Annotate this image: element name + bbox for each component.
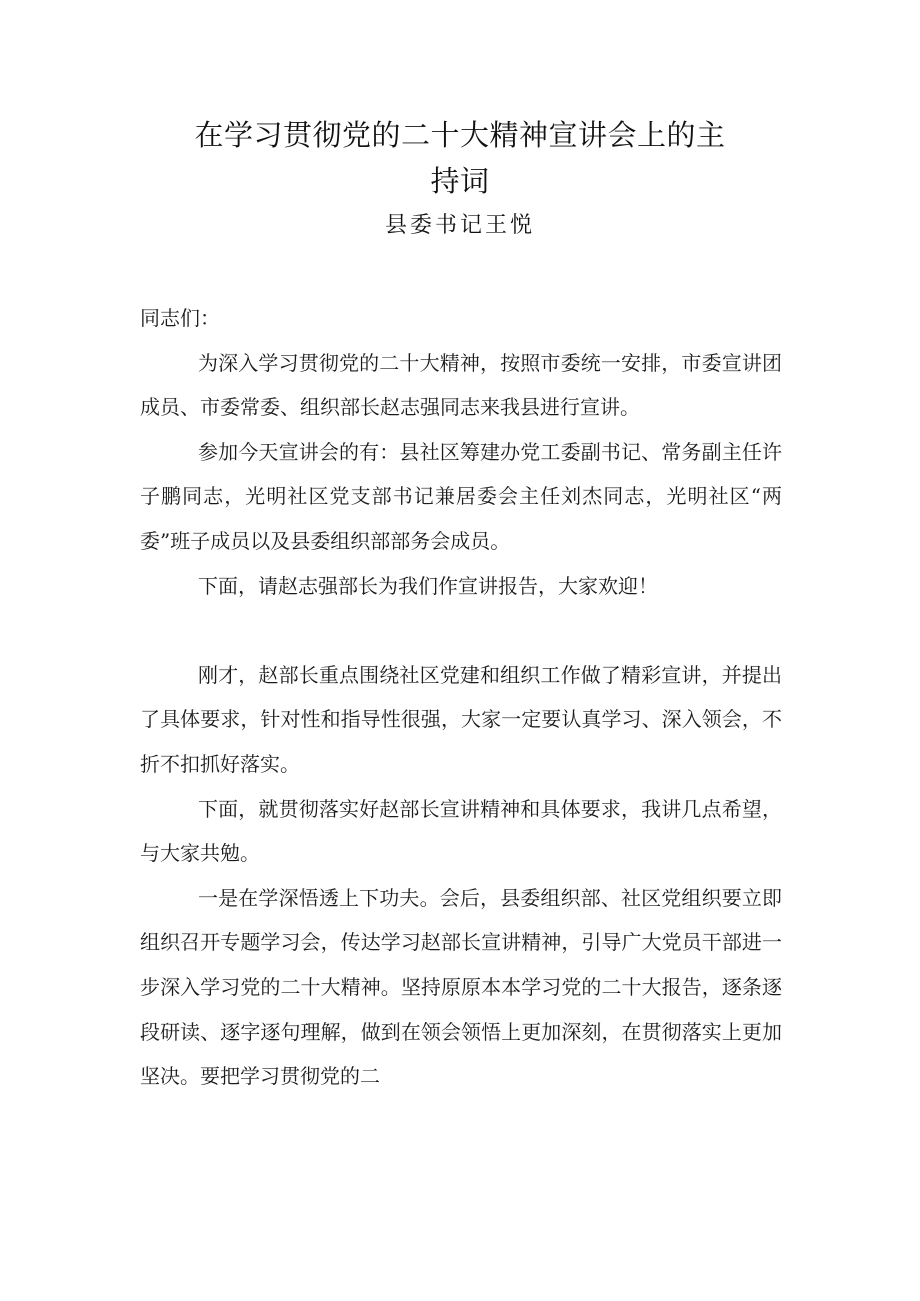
paragraph-6: 一是在学深悟透上下功夫。会后，县委组织部、社区党组织要立即组织召开专题学习会，传达学习赵部长宣讲精神，引导广大党员干部进一步深入学习党的二十大精神。坚持原原本本学习党的二十大报告，逐条逐段研读、逐字逐句理解，做到在领会领悟上更加深刻，在贯彻落实上更加坚决。要把学习贯彻党的二 — [140, 885, 782, 1089]
document-body — [140, 296, 782, 1099]
title-line-2: 持词 — [430, 164, 490, 198]
paragraph-4: 刚才，赵部长重点围绕社区党建和组织工作做了精彩宣讲，并提出了具体要求，针对性和指导性很强，大家一定要认真学习、深入领会，不折不扣抓好落实。 — [140, 662, 782, 776]
section-gap — [140, 608, 782, 653]
salutation: 同志们： — [140, 306, 220, 330]
title-line-1: 在学习贯彻党的二十大精神宣讲会上的主 — [194, 118, 726, 152]
paragraph-5: 下面，就贯彻落实好赵部长宣讲精神和具体要求，我讲几点希望，与大家共勉。 — [140, 796, 782, 866]
paragraph-2: 参加今天宣讲会的有：县社区筹建办党工委副书记、常务副主任许子鹏同志，光明社区党支部书记兼居委会主任刘杰同志，光明社区“两委”班子成员以及县委组织部部务会成员。 — [140, 439, 782, 553]
paragraph-3: 下面，请赵志强部长为我们作宣讲报告，大家欢迎！ — [198, 573, 658, 598]
paragraph-1: 为深入学习贯彻党的二十大精神，按照市委统一安排，市委宣讲团成员、市委常委、组织部长赵志强同志来我县进行宣讲。 — [140, 350, 782, 420]
author-line: 县委书记王悦 — [384, 213, 535, 238]
document-title — [140, 112, 780, 204]
